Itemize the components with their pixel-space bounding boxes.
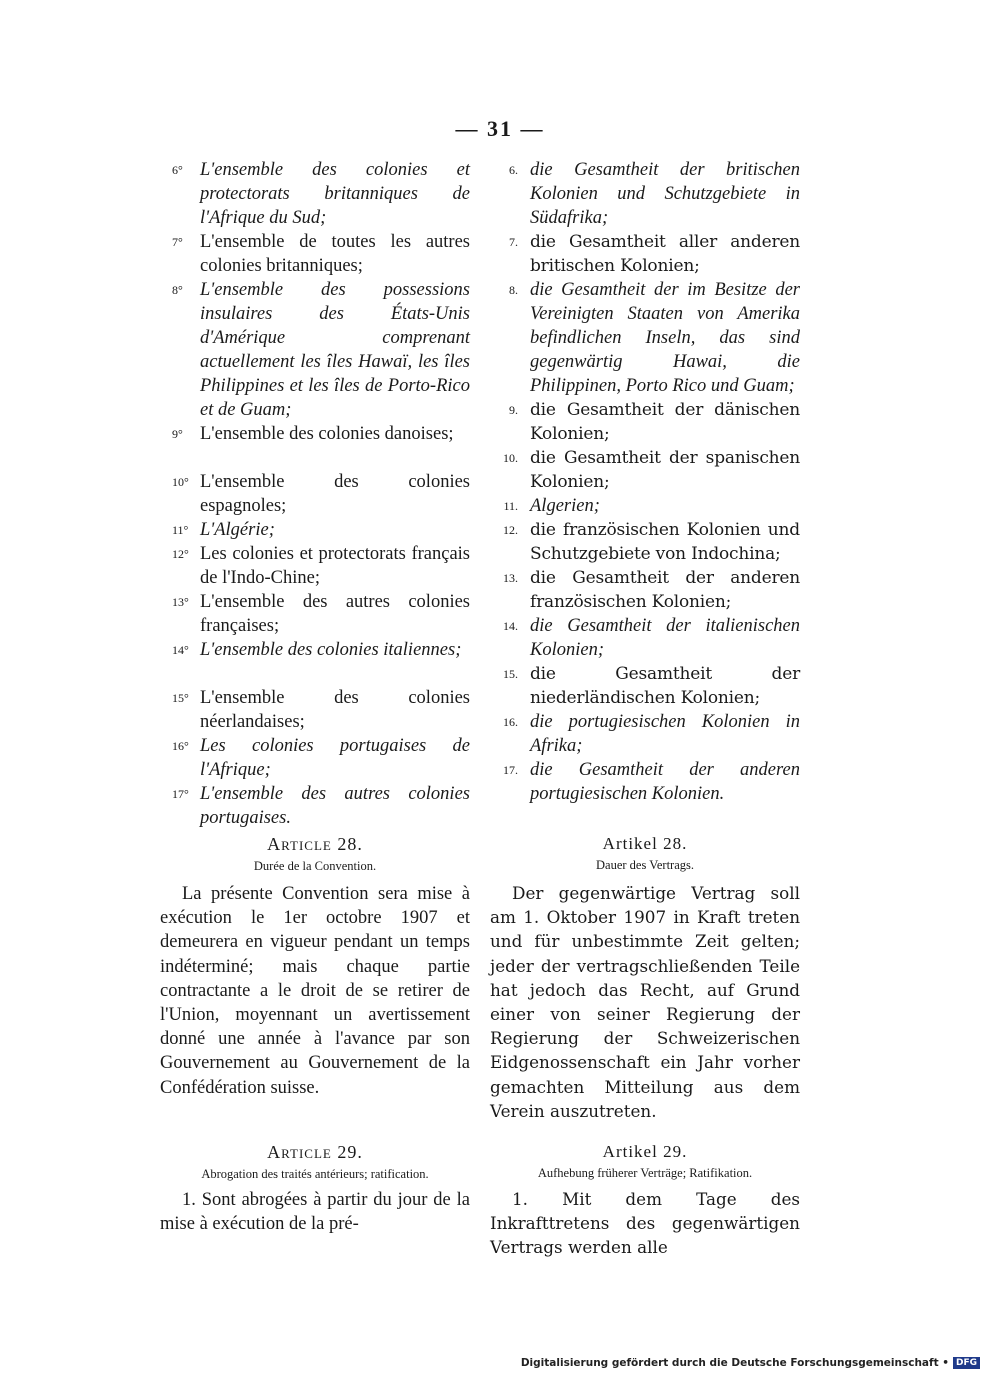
french-item-text: L'ensemble de toutes les autres colonies britanniques;	[200, 232, 470, 276]
german-list-item	[490, 230, 800, 278]
german-item-text: die portugiesischen Kolonien in Afrika;	[530, 712, 800, 756]
french-item-number: 12°	[172, 547, 189, 561]
footer-text: Digitalisierung gefördert durch die Deutsche Forschungsgemeinschaft •	[520, 1357, 949, 1369]
french-item-number: 7°	[172, 235, 183, 249]
french-list-item	[160, 422, 470, 470]
german-item-number: 14.	[503, 619, 518, 633]
french-item-text: L'ensemble des colonies espagnoles;	[200, 472, 470, 516]
german-list-item	[490, 446, 800, 494]
page-number: — 31 —	[455, 116, 545, 141]
german-list-item	[490, 278, 800, 398]
german-item-text: die Gesamtheit der spanischen Kolonien;	[530, 448, 800, 492]
german-article-28-body: Der gegenwärtige Vertrag soll am 1. Oktober 1907 in Kraft treten und für unbestimmte Zeit gelten; jeder der vertragschließenden Teile hat jedoch das Recht, auf Grund einer von seiner Regierung der Regierung der Schweizerischen Eidgenossenschaft ein Jahr vorher gemachten Mitteilung aus dem Verein auszutreten.	[490, 883, 800, 1121]
german-list	[490, 158, 800, 806]
french-list-item	[160, 278, 470, 422]
french-list-item	[160, 230, 470, 278]
french-item-text: L'ensemble des colonies néerlandaises;	[200, 688, 470, 732]
german-article-28-title: Artikel 28.	[602, 834, 688, 853]
french-item-text: L'ensemble des colonies et protectorats britanniques de l'Afrique du Sud;	[200, 160, 470, 228]
german-list-item	[490, 614, 800, 662]
french-item-text: L'ensemble des colonies italiennes;	[200, 640, 462, 660]
french-article-29-body: 1. Sont abrogées à partir du jour de la mise à exécution de la pré-	[160, 1190, 470, 1235]
french-list-item	[160, 590, 470, 638]
french-item-number: 13°	[172, 595, 189, 609]
french-list-item	[160, 686, 470, 734]
german-item-number: 15.	[503, 667, 518, 681]
german-list-item	[490, 158, 800, 230]
german-item-number: 13.	[503, 571, 518, 585]
french-list-item	[160, 638, 470, 686]
french-article-28-body: La présente Convention sera mise à exécution le 1er octobre 1907 et demeurera en vigueur pendant un temps indéterminé; mais chaque partie contractante a le droit de se retirer de l'Union, moyennant un avertissement donné une année à l'avance par son Gouvernement au Gouvernement de la Confédération suisse.	[160, 884, 470, 1098]
french-item-text: L'ensemble des autres colonies portugaises.	[200, 784, 470, 828]
german-item-text: die Gesamtheit der dänischen Kolonien;	[530, 400, 800, 444]
french-item-number: 9°	[172, 427, 183, 441]
german-item-number: 16.	[503, 715, 518, 729]
french-item-number: 14°	[172, 643, 189, 657]
german-article-29	[490, 1142, 800, 1260]
french-article-28-subtitle: Durée de la Convention.	[253, 859, 377, 873]
german-list-item	[490, 758, 800, 806]
german-list-item	[490, 494, 800, 518]
french-list-item	[160, 518, 470, 542]
french-list-item	[160, 734, 470, 782]
french-item-number: 17°	[172, 787, 189, 801]
french-item-number: 11°	[172, 523, 189, 537]
french-article-28-title: Article 28.	[267, 834, 363, 854]
german-item-number: 10.	[503, 451, 518, 465]
german-item-text: die Gesamtheit der niederländischen Kolonien;	[530, 664, 800, 708]
french-item-number: 8°	[172, 283, 183, 297]
french-list	[160, 158, 470, 830]
french-item-text: L'Algérie;	[200, 520, 275, 540]
french-item-number: 6°	[172, 163, 183, 177]
german-item-number: 17.	[503, 763, 518, 777]
french-item-number: 10°	[172, 475, 189, 489]
german-item-number: 7.	[509, 235, 518, 249]
french-item-text: Les colonies et protectorats français de l'Indo-Chine;	[200, 544, 470, 588]
french-list-item	[160, 542, 470, 590]
french-list-item	[160, 158, 470, 230]
german-article-28-subtitle: Dauer des Vertrags.	[596, 858, 694, 872]
german-item-text: die Gesamtheit der britischen Kolonien und Schutzgebiete in Südafrika;	[530, 160, 800, 228]
german-item-text: die Gesamtheit der im Besitze der Vereinigten Staaten von Amerika befindlichen Inseln, das sind gegenwärtig Hawai, die Philippinen, Porto Rico und Guam;	[530, 280, 800, 396]
german-list-item	[490, 398, 800, 446]
german-item-text: die Gesamtheit aller anderen britischen Kolonien;	[530, 232, 800, 276]
german-item-number: 9.	[509, 403, 518, 417]
french-item-number: 15°	[172, 691, 189, 705]
french-article-28	[160, 834, 470, 1100]
german-list-item	[490, 566, 800, 614]
french-item-text: Les colonies portugaises de l'Afrique;	[200, 736, 470, 780]
german-item-number: 8.	[509, 283, 518, 297]
german-list-item	[490, 518, 800, 566]
german-item-text: Algerien;	[530, 496, 600, 516]
german-article-28	[490, 834, 800, 1123]
french-article-29-title: Article 29.	[267, 1142, 363, 1162]
french-item-text: L'ensemble des colonies danoises;	[200, 424, 454, 444]
german-article-29-subtitle: Aufhebung früherer Verträge; Ratifikation.	[537, 1166, 753, 1180]
french-item-text: L'ensemble des possessions insulaires des États-Unis d'Amérique comprenant actuellement les îles Hawaï, les îles Philippines et les îles de Porto-Rico et de Guam;	[200, 280, 470, 420]
dfg-logo: DFG	[953, 1357, 980, 1369]
german-item-text: die Gesamtheit der anderen französischen Kolonien;	[530, 568, 800, 612]
french-article-29-subtitle: Abrogation des traités antérieurs; ratification.	[201, 1167, 429, 1181]
german-item-text: die französischen Kolonien und Schutzgebiete von Indochina;	[530, 520, 800, 564]
german-list-item	[490, 710, 800, 758]
german-article-29-title: Artikel 29.	[602, 1142, 688, 1161]
german-item-number: 6.	[509, 163, 518, 177]
french-item-text: L'ensemble des autres colonies françaises;	[200, 592, 470, 636]
french-list-item	[160, 470, 470, 518]
french-item-number: 16°	[172, 739, 189, 753]
french-list-item	[160, 782, 470, 830]
german-item-text: die Gesamtheit der italienischen Kolonien;	[530, 616, 800, 660]
german-item-number: 12.	[503, 523, 518, 537]
german-item-text: die Gesamtheit der anderen portugiesischen Kolonien.	[530, 760, 800, 804]
german-item-number: 11.	[503, 499, 518, 513]
german-article-29-body: 1. Mit dem Tage des Inkrafttretens des gegenwärtigen Vertrags werden alle	[490, 1189, 800, 1258]
digitization-footer	[521, 1357, 980, 1369]
french-article-29	[160, 1142, 470, 1236]
german-list-item	[490, 662, 800, 710]
